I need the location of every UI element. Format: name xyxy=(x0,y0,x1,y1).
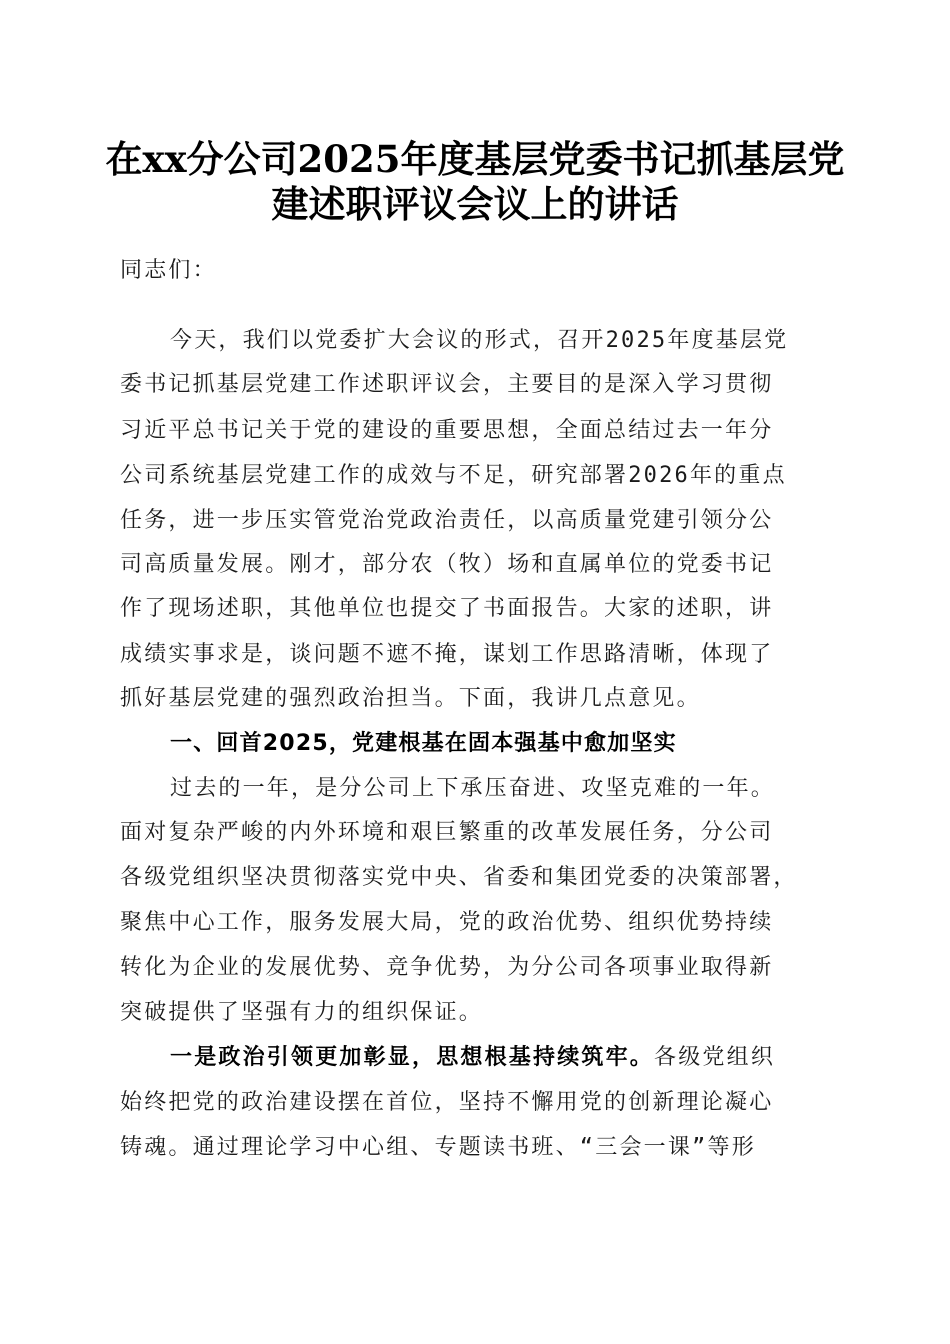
paragraph-line: 成绩实事求是，谈问题不遮不掩，谋划工作思路清晰，体现了 xyxy=(120,642,774,667)
paragraph-line: 委书记抓基层党建工作述职评议会，主要目的是深入学习贯彻 xyxy=(120,372,774,397)
paragraph-line: 过去的一年，是分公司上下承压奋进、攻坚克难的一年。 xyxy=(170,776,776,801)
paragraph-line: 习近平总书记关于党的建设的重要思想，全面总结过去一年分 xyxy=(120,418,774,443)
paragraph-line: 作了现场述职，其他单位也提交了书面报告。大家的述职，讲 xyxy=(120,596,774,621)
salutation: 同志们： xyxy=(120,258,217,283)
paragraph-line: 各级党组织坚决贯彻落实党中央、省委和集团党委的决策部署， xyxy=(120,865,798,890)
paragraph-line: 突破提供了坚强有力的组织保证。 xyxy=(120,1000,484,1025)
paragraph-line: 司高质量发展。刚才，部分农（牧）场和直属单位的党委书记 xyxy=(120,552,774,577)
bold-lead-sentence: 一是政治引领更加彰显，思想根基持续筑牢。 xyxy=(170,1045,655,1070)
paragraph-text: 各级党组织 xyxy=(654,1045,776,1070)
paragraph-line: 始终把党的政治建设摆在首位，坚持不懈用党的创新理论凝心 xyxy=(120,1090,774,1115)
paragraph-line: 公司系统基层党建工作的成效与不足，研究部署2026年的重点 xyxy=(120,463,787,488)
paragraph-line: 面对复杂严峻的内外环境和艰巨繁重的改革发展任务，分公司 xyxy=(120,820,774,845)
paragraph-line: 今天，我们以党委扩大会议的形式，召开2025年度基层党 xyxy=(170,328,789,353)
paragraph-line: 聚焦中心工作，服务发展大局，党的政治优势、组织优势持续 xyxy=(120,910,774,935)
document-title-line-2: 建述职评议会议上的讲话 xyxy=(271,182,679,226)
paragraph-line xyxy=(170,1043,775,1073)
paragraph-line: 转化为企业的发展优势、竞争优势，为分公司各项事业取得新 xyxy=(120,955,774,980)
paragraph-line: 铸魂。通过理论学习中心组、专题读书班、“三会一课”等形 xyxy=(120,1135,756,1160)
section-heading: 一、回首2025，党建根基在固本强基中愈加坚实 xyxy=(170,731,677,756)
paragraph-line: 任务，进一步压实管党治党政治责任，以高质量党建引领分公 xyxy=(120,508,774,533)
paragraph-line: 抓好基层党建的强烈政治担当。下面，我讲几点意见。 xyxy=(120,686,701,711)
document-title-line-1: 在xx分公司2025年度基层党委书记抓基层党 xyxy=(105,137,845,181)
